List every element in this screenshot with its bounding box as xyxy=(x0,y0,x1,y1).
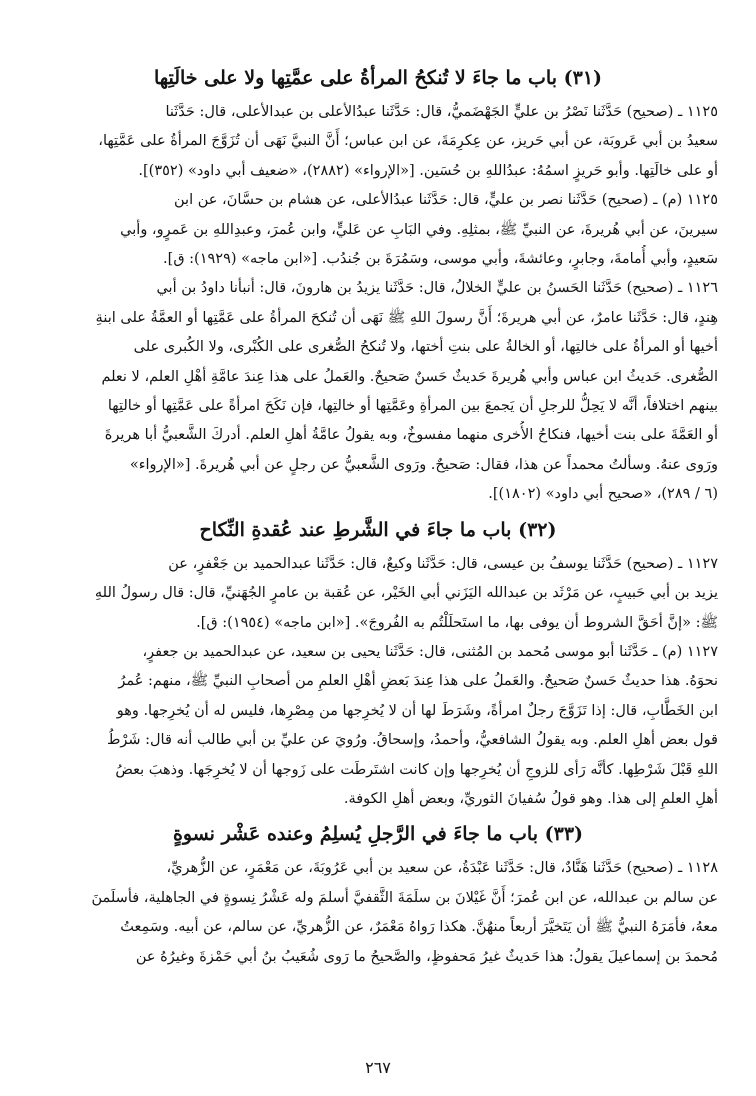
text-line: هِندٍ، قال: حَدَّثَنا عامرٌ، عن أبي هريرةَ؛ أَنَّ رسولَ اللهِ ﷺ نَهَى أن تُنكحَ المرأةُ على عَمَّتِها أو العمَّةُ على ابنةِ xyxy=(95,309,718,326)
text-line: الصُّغرى. حَديثُ ابن عباس وأبي هُريرةَ حَديثٌ حَسنٌ صَحيحٌ. والعَملُ على هذا عِندَ عامَّةِ أهْلِ العلم، لا نعلم xyxy=(101,368,718,385)
text-line: ﷺ: «إنَّ أحَقَّ الشروط أن يوفى بها، ما استَحلَلْتُم به الفُروجَ». [«ابن ماجه» (١٩٥٤): ق]. xyxy=(196,614,718,631)
hadith-entry xyxy=(38,550,718,638)
page-body xyxy=(38,64,718,972)
text-line: ١١٢٥ (م) ـ (صحيح) حَدَّثَنا نصر بن عليٍّ، قال: حَدَّثَنا عبدُالأعلى، عن هشام بن حسَّانَ، عن ابن xyxy=(174,192,718,209)
chapter-heading: (٣٢) باب ما جاءَ في الشَّرطِ عند عُقدةِ النِّكاح xyxy=(199,518,557,541)
text-line: أو على خالَتِها. وأبو حَريزٍ اسمُهُ: عبدُاللهِ بن حُسَين. [«الإرواء» (٢٨٨٢)، «ضعيف أبي داود» (٣٥٢)]. xyxy=(138,162,718,179)
hadith-entry xyxy=(38,638,718,814)
text-line: سعيدُ بن أبي عَروبَة، عن أبي حَريز، عن عِكرِمَةَ، عن ابن عباس؛ أَنَّ النبيَّ نَهَى أن تُزَوَّجَ المرأةُ على عَمَّتِها، xyxy=(98,133,718,150)
hadith-entry xyxy=(38,186,718,274)
text-line: ١١٢٦ ـ (صحيح) حَدَّثَنا الحَسنُ بن عليٍّ الخلالُ، قال: حَدَّثَنا يزيدُ بن هارونَ، قال: أنبأنا داودُ بن أبي xyxy=(156,280,718,297)
text-line: نحوَهُ. هذا حديثٌ حَسنٌ صَحيحٌ. والعَملُ على هذا عِندَ بَعضِ أهْلِ العلمِ من أصحابِ النبيِّ ﷺ، منهم: عُمرُ xyxy=(118,673,718,690)
text-line: بينهم اختلافاً، أنَّه لا يَحِلُّ للرجلِ أن يَجمعَ بين المرأةِ وعَمَّتِها أو خالتِها، فإن نَكَحَ امرأةً على عَمَّتِها أو خالتِها xyxy=(107,398,718,415)
text-line: سَعيدٍ، وأبي أُمامةَ، وجابرٍ، وعائشةَ، وأبي موسى، وسَمُرَةَ بن جُندُب. [«ابن ماجه» (١٩٢٩): ق]. xyxy=(163,251,718,268)
text-line: ١١٢٧ (م) ـ حَدَّثَنا أبو موسى مُحمد بن المُثنى، قال: حَدَّثَنا يحيى بن سعيد، عن عبدالحميد بن جعفرٍ، xyxy=(142,643,718,660)
hadith-entry xyxy=(38,854,718,972)
text-line: (٦ / ٢٨٩)، «صحيح أبي داود» (١٨٠٢)]. xyxy=(488,486,718,503)
text-line: مُحمدَ بن إسماعيلَ يقولُ: هذا حَديثٌ غيرُ مَحفوظٍ، والصَّحيحُ ما رَوى شُعَيبُ بنُ أبي حَمْزةَ وغيرُهُ عن xyxy=(135,948,718,965)
text-line: ١١٢٥ ـ (صحيح) حَدَّثَنا نَصْرُ بن عليٍّ الجَهْضَميُّ، قال: حَدَّثَنا عبدُالأعلى بن عبدالأعلى، قال: حَدَّثَنا xyxy=(165,104,718,120)
text-line: ١١٢٨ ـ (صحيح) حَدَّثَنا هَنَّادٌ، قال: حَدَّثَنا عَبْدَةُ، عن سعيد بن أبي عَرُوبَةَ، عن مَعْمَرٍ، عن الزُّهريِّ، xyxy=(166,860,718,877)
text-line: أهلِ العلمِ إلى هذا. وهو قولُ سُفيانَ الثوريِّ، وبعض أهلِ الكوفة. xyxy=(343,790,718,807)
text-line: قول بعض أهلِ العلم. وبه يقولُ الشافعيُّ، وأحمدُ، وإسحاقُ. ورُويَ عن عليِّ بن أبي طالب أنه قال: شَرْطُ xyxy=(106,732,718,749)
text-line: أخيها أو المرأةُ على خالتِها، أو الخالةُ على بنتِ أختها، ولا تُنكحُ الصُّغرى على الكُبْرى، ولا الكُبرى على xyxy=(133,339,718,356)
text-line: ورَوى عنهُ. وسألتُ محمداً عن هذا، فقال: صَحيحٌ. ورَوى الشَّعبيُّ عن رجلٍ عن أبي هُريرةَ. [«الإرواء» xyxy=(129,456,718,473)
text-line: معهُ، فأمَرَهُ النبيُّ ﷺ أن يَتَخيَّرَ أربعاً منهُنَّ. هكذا رَواهُ مَعْمَرٌ، عن الزُّهريِّ، عن سالم، عن أبيه. وسَمِعتُ xyxy=(120,919,718,936)
text-line: يزيد بن أبي حَبيبٍ، عن مَرْثَد بن عبدالله اليَزَني أبي الخَيْر، عن عُقبة بن عامرٍ الجُهَنيِّ، قال: قال رسولُ اللهِ xyxy=(94,585,718,602)
hadith-entry xyxy=(38,98,718,186)
text-line: سيرينَ، عن أبي هُريرةَ، عن النبيِّ ﷺ، بمثلِهِ. وفي البَابِ عن عَليٍّ، وابن عُمرَ، وعبدِاللهِ بن عَمرٍو، وأبي xyxy=(120,221,718,238)
hadith-entry xyxy=(38,274,718,509)
text-line: اللهِ قَبْلَ شَرْطِها. كأنَّه رَأى للزوجِ أن يُخرِجها وإن كانت اشتَرطَت على زَوجها أن لا يُخرِجَها. وذهبَ بعضُ xyxy=(115,761,718,778)
text-line: ابن الخَطَّابِ، قال: إذا تَزَوَّجَ رجلٌ امرأةً، وشَرَطَ لها أن لا يُخرِجها من مِصْرِها، فليس له أن يُخرِجها. وهو xyxy=(116,702,718,719)
text-line: عن سالم بن عبدالله، عن ابن عُمرَ؛ أَنَّ غَيْلانَ بن سلَمَةَ الثَّقفيَّ أسلمَ وله عَشْرُ نِسوةٍ في الجاهلية، فأسلَمنَ xyxy=(91,889,718,906)
chapter-heading: (٣٣) باب ما جاءَ في الرَّجلِ يُسلِمُ وعنده عَشْر نسوةٍ xyxy=(172,823,584,846)
chapter-heading: (٣١) باب ما جاءَ لا تُنكحُ المرأةُ على عمَّتِها ولا على خالَتِها xyxy=(153,67,603,89)
text-line: ١١٢٧ ـ (صحيح) حَدَّثَنا يوسفُ بن عيسى، قال: حَدَّثَنا وكيعٌ، قال: حَدَّثَنا عبدالحميد بن جَعْفرٍ، عن xyxy=(168,555,718,572)
text-line: أو العَمَّةَ على بنت أخيها، فنكاحُ الأُخرى منهما مفسوخٌ، وبه يقولُ عامَّةُ أهلِ العلم. أدركَ الشَّعبيُّ أبا هريرةَ xyxy=(104,427,718,444)
page-number: ٢٦٧ xyxy=(365,1058,391,1077)
